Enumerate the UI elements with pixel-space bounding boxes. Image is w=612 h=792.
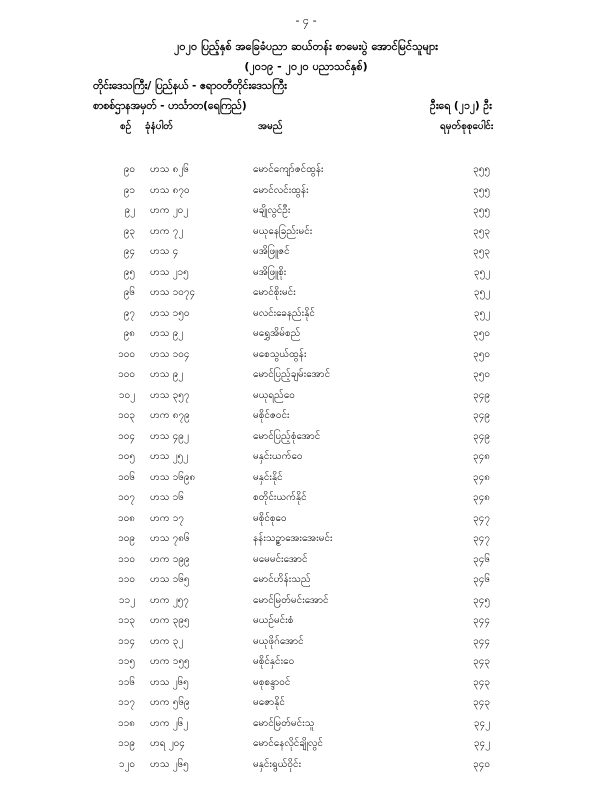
row-name: နန်းသဥ္စာအေးအေးမင်း	[253, 533, 333, 544]
row-name: မနှင်းရွယ်ဝိုင်း	[253, 758, 302, 770]
row-roll-number: ဟက ၈၇၉	[150, 410, 190, 421]
exam-center-line: စာစစ်ဌာနအမှတ် - ဟင်္သာတ(ရေကြည်)	[93, 100, 247, 112]
row-number: ၁၀၀	[118, 369, 135, 380]
row-score: ၃၅၅	[473, 164, 490, 175]
table-row	[0, 347, 612, 368]
row-name: မရွှေအိမ်စည်	[253, 328, 301, 339]
row-roll-number: ဟက ၅၆၉	[150, 697, 190, 708]
table-row	[0, 716, 612, 737]
row-name: မောင်ပြည့်စုံအောင်	[253, 430, 321, 442]
row-roll-number: ဟက ၂၆၂	[150, 717, 189, 729]
row-number: ၉၃	[123, 225, 135, 237]
row-name: မမေမင်းအောင်	[253, 553, 308, 565]
row-score: ၃၄၀	[473, 758, 490, 770]
row-number: ၉၁	[123, 184, 135, 196]
row-score: ၃၅၂	[473, 307, 490, 319]
row-roll-number: ဟသ ၁၆	[150, 492, 184, 503]
row-score: ၃၄၃	[473, 656, 490, 667]
row-score: ၃၄၆	[473, 553, 490, 565]
row-roll-number: ဟရ ၂၀၄	[150, 738, 185, 749]
row-name: မချိုလွင်ဦး	[253, 205, 291, 216]
row-score: ၃၄၆	[473, 574, 490, 585]
row-roll-number: ဟသ ၂၁၅	[150, 266, 189, 278]
row-name: မောင်ကျော်ဇင်ထွန်း	[253, 164, 324, 175]
table-row	[0, 285, 612, 306]
row-roll-number: ဟသ ၄	[150, 246, 179, 257]
table-row	[0, 244, 612, 265]
row-name: မောင်ပြည့်ချမ်းအောင်	[253, 369, 331, 380]
row-score: ၃၄၅	[473, 594, 490, 606]
row-number: ၉၀	[123, 164, 135, 175]
row-number: ၁၁၂	[118, 594, 135, 606]
row-name: မယုနေခြည်းမင်း	[253, 225, 313, 237]
row-roll-number: ဟသ ၃၅၇	[150, 389, 190, 401]
row-score: ၃၅၂	[473, 287, 490, 298]
table-row	[0, 306, 612, 327]
row-number: ၁၀၀	[118, 348, 135, 360]
row-number: ၉၈	[123, 328, 135, 339]
row-name: မဇောနိုင်	[253, 697, 285, 708]
table-row	[0, 634, 612, 655]
row-name: မောင်မြတ်မင်းသူ	[253, 717, 315, 729]
row-number: ၁၁၃	[118, 615, 135, 626]
region-line: တိုင်းဒေသကြီး/ ပြည်နယ် - ဧရာဝတီတိုင်းဒေသကြီး	[93, 80, 287, 92]
row-score: ၃၅၂	[473, 266, 490, 278]
row-roll-number: ဟက ၃၉၅	[150, 615, 190, 626]
row-name: မောင်မြတ်မင်းအောင်	[253, 594, 329, 606]
table-row	[0, 326, 612, 347]
row-name: မစိုင်စုဝေ	[253, 512, 287, 524]
row-score: ၃၄၇	[473, 533, 490, 544]
table-row	[0, 511, 612, 532]
row-name: မနှင်းနိုင်	[253, 471, 283, 483]
table-row	[0, 552, 612, 573]
header-total-score: ရမှတ်စုစုပေါင်း	[440, 121, 494, 132]
document-subtitle: (၂၀၁၉ - ၂၀၂၀ ပညာသင်နှစ်)	[244, 60, 368, 73]
table-row	[0, 408, 612, 429]
table-row	[0, 265, 612, 286]
row-name: မလင်းခေနည်းနိုင်	[253, 307, 315, 319]
table-row	[0, 531, 612, 552]
table-row	[0, 736, 612, 757]
row-roll-number: ဟက ၁၅၅	[150, 656, 190, 667]
row-roll-number: ဟက ၇၂	[150, 225, 184, 237]
row-name: မနှင်းယက်ဝေ	[253, 451, 303, 462]
row-score: ၃၄၃	[473, 697, 490, 708]
row-number: ၁၀၃	[118, 410, 135, 421]
table-row	[0, 572, 612, 593]
row-score: ၃၄၂	[473, 738, 490, 749]
row-name: မောင်နေလိုင်ချိုလွင်	[253, 738, 323, 749]
table-row	[0, 490, 612, 511]
row-number: ၉၆	[123, 287, 135, 298]
table-row	[0, 429, 612, 450]
row-score: ၃၄၇	[473, 512, 490, 524]
table-row	[0, 613, 612, 634]
row-roll-number: ဟသ ၈၇၀	[150, 184, 190, 196]
table-row	[0, 593, 612, 614]
results-list	[0, 162, 612, 777]
row-number: ၁၁၀	[118, 574, 135, 585]
row-name: မအိဖြူဇင်	[253, 246, 290, 257]
row-roll-number: ဟသ ၈၂၆	[150, 164, 189, 175]
table-row	[0, 162, 612, 183]
table-row	[0, 367, 612, 388]
row-score: ၃၄၉	[473, 430, 490, 442]
row-number: ၁၁၇	[118, 697, 135, 708]
row-name: စတိုင်းယက်နိုင်	[253, 492, 307, 503]
row-roll-number: ဟက ၂၀၂	[150, 205, 189, 216]
row-roll-number: ဟက ၃၂	[150, 635, 184, 647]
row-number: ၁၀၆	[118, 471, 135, 483]
table-row	[0, 203, 612, 224]
row-roll-number: ဟက ၁၉၉	[150, 553, 190, 565]
row-score: ၃၄၄	[473, 635, 490, 647]
page-number: - ၄ -	[295, 14, 317, 27]
row-score: ၃၄၈	[473, 451, 490, 462]
row-name: မအိဖြူစိုး	[253, 266, 287, 278]
row-roll-number: ဟသ ၂၆၅	[150, 676, 189, 688]
row-score: ၃၄၈	[473, 471, 490, 483]
table-row	[0, 224, 612, 245]
row-number: ၁၁၅	[118, 656, 135, 667]
row-roll-number: ဟသ ၁၆၅	[150, 574, 190, 585]
row-roll-number: ဟသ ၉၂	[150, 328, 184, 339]
row-name: မစေသွယ်ထွန်း	[253, 348, 307, 360]
table-row	[0, 388, 612, 409]
row-number: ၁၁၈	[118, 717, 135, 729]
row-roll-number: ဟသ ၇၈၆	[150, 533, 190, 544]
row-roll-number: ဟက ၂၅၇	[150, 594, 189, 606]
row-roll-number: ဟသ ၄၉၂	[150, 430, 189, 442]
row-roll-number: ဟက ၁၇	[150, 512, 184, 524]
quota-line: ဦးရေ (၂၁၂) ဦး	[430, 100, 492, 112]
row-score: ၃၄၉	[473, 389, 490, 401]
row-roll-number: ဟသ ၂၅၂	[150, 451, 189, 462]
row-number: ၁၁၉	[118, 738, 135, 749]
row-name: မစုစန္ဒာဝင်	[253, 676, 291, 688]
row-roll-number: ဟသ ၉၂	[150, 369, 184, 380]
table-row	[0, 449, 612, 470]
header-number: စဉ်	[120, 121, 132, 132]
table-row	[0, 183, 612, 204]
table-row	[0, 470, 612, 491]
row-roll-number: ဟသ ၂၆၅	[150, 758, 189, 770]
row-score: ၃၄၂	[473, 717, 490, 729]
row-name: မောင်ဟိန်းသည်	[253, 574, 311, 585]
row-score: ၃၅၀	[473, 348, 490, 360]
row-roll-number: ဟသ ၁၀၇၄	[150, 287, 196, 298]
row-score: ၃၅၅	[473, 205, 490, 216]
row-name: မယဉ်မင်းစံ	[253, 615, 294, 626]
row-number: ၁၂၀	[118, 758, 135, 770]
row-score: ၃၄၈	[473, 492, 490, 503]
row-number: ၁၀၉	[118, 533, 135, 544]
row-number: ၉၅	[123, 266, 135, 278]
row-number: ၁၀၈	[118, 512, 135, 524]
row-score: ၃၅၃	[473, 225, 490, 237]
row-number: ၉၂	[124, 205, 135, 216]
row-number: ၁၁၄	[118, 635, 135, 647]
row-name: မယုဖိုဂ်အောင်	[253, 635, 304, 647]
row-score: ၃၅၀	[473, 369, 490, 380]
row-score: ၃၄၄	[473, 615, 490, 626]
row-roll-number: ဟသ ၁၀၄	[150, 348, 190, 360]
row-number: ၁၀၂	[118, 389, 135, 401]
row-name: မယုရည်ဝေ	[253, 389, 295, 401]
row-number: ၁၀၄	[118, 430, 135, 442]
row-number: ၉၄	[123, 246, 135, 257]
row-score: ၃၄၃	[473, 676, 490, 688]
row-name: မောင်စိုးမင်း	[253, 287, 296, 298]
table-row	[0, 757, 612, 778]
row-number: ၁၀၅	[118, 451, 135, 462]
row-name: မစိုင်ဇဝင်း	[253, 410, 290, 421]
row-number: ၉၇	[123, 307, 135, 319]
row-score: ၃၅၀	[473, 328, 490, 339]
table-row	[0, 695, 612, 716]
row-score: ၃၄၉	[473, 410, 490, 421]
row-roll-number: ဟသ ၁၆၉၈	[150, 471, 196, 483]
row-score: ၃၅၅	[473, 184, 490, 196]
row-number: ၁၁၆	[118, 676, 135, 688]
row-number: ၁၀၇	[118, 492, 135, 503]
document-title: ၂၀၂၀ ပြည့်နှစ် အခြေခံပညာ ဆယ်တန်း စာမေးပွဲ အောင်မြင်သူများ	[174, 40, 438, 53]
table-row	[0, 675, 612, 696]
header-name: အမည်	[258, 121, 283, 132]
row-score: ၃၅၃	[473, 246, 490, 257]
row-name: မောင်လင်းထွန်း	[253, 184, 309, 196]
table-row	[0, 654, 612, 675]
row-number: ၁၁၀	[118, 553, 135, 565]
header-roll-number: ခုံနံပါတ်	[145, 121, 173, 132]
row-roll-number: ဟသ ၁၅၀	[150, 307, 190, 319]
row-name: မစိုင်နှင်းဝေ	[253, 656, 295, 667]
